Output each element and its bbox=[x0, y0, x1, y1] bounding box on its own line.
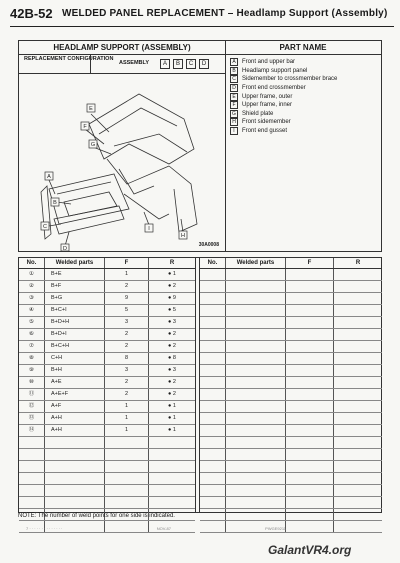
table-cell-no: ① bbox=[19, 269, 45, 280]
table-cell-empty bbox=[334, 281, 382, 292]
part-name: Front end crossmember bbox=[242, 85, 306, 92]
table-cell-empty bbox=[200, 305, 226, 316]
table-cell-f: 1 bbox=[105, 413, 149, 424]
table-cell-parts: A+F bbox=[45, 401, 105, 412]
table-row bbox=[19, 341, 195, 353]
callout-a: A bbox=[47, 174, 51, 180]
table-cell-no: ⑭ bbox=[19, 425, 45, 436]
table-cell-empty bbox=[200, 401, 226, 412]
table-cell-f: 2 bbox=[105, 281, 149, 292]
footer-left: 7 · · · · · · · · · · · · · · bbox=[26, 526, 63, 531]
table-cell-f bbox=[105, 449, 149, 460]
table-row bbox=[19, 365, 195, 377]
table-row bbox=[19, 353, 195, 365]
part-letter: D bbox=[230, 84, 238, 92]
weld-points-table bbox=[18, 257, 382, 513]
table-row-empty bbox=[200, 413, 382, 425]
table-cell-parts bbox=[45, 449, 105, 460]
table-row bbox=[19, 425, 195, 437]
table-cell-empty bbox=[200, 425, 226, 436]
col-r: R bbox=[355, 260, 361, 266]
table-cell-empty bbox=[286, 329, 334, 340]
table-cell-f bbox=[105, 497, 149, 508]
table-cell-f: 1 bbox=[105, 425, 149, 436]
table-cell-no: ③ bbox=[19, 293, 45, 304]
table-row-empty bbox=[200, 449, 382, 461]
part-name: Shield plate bbox=[242, 110, 274, 117]
page-header bbox=[10, 4, 394, 38]
footer-right: PWGE9211 bbox=[265, 526, 286, 531]
footer-mid: NOV-87 bbox=[156, 526, 171, 531]
table-cell-r: ● 1 bbox=[168, 271, 176, 277]
part-item bbox=[230, 127, 381, 136]
callout-d: D bbox=[63, 246, 67, 251]
table-cell-empty bbox=[286, 449, 334, 460]
table-cell-empty bbox=[286, 485, 334, 496]
table-row-empty bbox=[200, 401, 382, 413]
configuration-row bbox=[19, 55, 225, 73]
table-cell-f: 2 bbox=[105, 377, 149, 388]
table-cell-empty bbox=[226, 317, 286, 328]
table-row bbox=[19, 317, 195, 329]
table-row-empty bbox=[200, 485, 382, 497]
table-cell-empty bbox=[226, 281, 286, 292]
table-cell-empty bbox=[226, 365, 286, 376]
diagram-section bbox=[18, 40, 382, 252]
table-cell-parts bbox=[45, 461, 105, 472]
table-cell-parts: B+G bbox=[45, 293, 105, 304]
table-cell-empty bbox=[334, 509, 382, 520]
table-cell-empty bbox=[200, 473, 226, 484]
table-cell-no bbox=[19, 437, 45, 448]
part-letter: E bbox=[230, 93, 238, 101]
table-cell-f: 1 bbox=[105, 401, 149, 412]
table-cell-empty bbox=[200, 269, 226, 280]
table-cell-empty bbox=[226, 305, 286, 316]
header-rule bbox=[10, 26, 394, 27]
table-cell-empty bbox=[286, 497, 334, 508]
table-cell-empty bbox=[200, 281, 226, 292]
assembly-label: ASSEMBLY bbox=[119, 60, 150, 66]
table-row bbox=[19, 305, 195, 317]
table-cell-no bbox=[19, 485, 45, 496]
table-cell-no: ④ bbox=[19, 305, 45, 316]
table-row-empty bbox=[200, 329, 382, 341]
table-cell-no: ⑧ bbox=[19, 353, 45, 364]
diagram-heading: HEADLAMP SUPPORT (ASSEMBLY) bbox=[19, 41, 225, 55]
headlamp-support-illustration bbox=[19, 74, 225, 251]
part-name: Front sidemember bbox=[242, 119, 291, 126]
table-cell-r: ● 1 bbox=[168, 415, 176, 421]
table-cell-empty bbox=[200, 365, 226, 376]
table-cell-empty bbox=[286, 305, 334, 316]
table-cell-empty bbox=[334, 293, 382, 304]
table-cell-r bbox=[149, 497, 195, 508]
table-row-empty bbox=[200, 269, 382, 281]
table-cell-no: ⑬ bbox=[19, 413, 45, 424]
table-cell-f: 3 bbox=[105, 317, 149, 328]
table-row bbox=[19, 401, 195, 413]
table-cell-f: 5 bbox=[105, 305, 149, 316]
table-row bbox=[19, 377, 195, 389]
table-cell-empty bbox=[200, 461, 226, 472]
assembly-letters bbox=[160, 59, 209, 69]
table-cell-empty bbox=[286, 521, 334, 532]
part-name-panel bbox=[225, 41, 381, 251]
table-row bbox=[19, 461, 195, 473]
part-letter: A bbox=[230, 58, 238, 66]
table-cell-empty bbox=[286, 317, 334, 328]
table-cell-empty bbox=[286, 425, 334, 436]
page-title: WELDED PANEL REPLACEMENT – Headlamp Support (Assembly) bbox=[62, 8, 388, 19]
table-cell-empty bbox=[226, 473, 286, 484]
table-row bbox=[19, 269, 195, 281]
table-cell-parts: B+F bbox=[45, 281, 105, 292]
table-cell-no: ⑤ bbox=[19, 317, 45, 328]
table-cell-empty bbox=[334, 413, 382, 424]
table-row-empty bbox=[200, 293, 382, 305]
table-cell-f: 9 bbox=[105, 293, 149, 304]
table-cell-empty bbox=[226, 425, 286, 436]
table-cell-r bbox=[149, 449, 195, 460]
table-cell-empty bbox=[334, 461, 382, 472]
table-row-empty bbox=[200, 497, 382, 509]
table-header bbox=[200, 258, 382, 269]
table-cell-empty bbox=[226, 341, 286, 352]
table-cell-parts bbox=[45, 473, 105, 484]
table-cell-empty bbox=[334, 377, 382, 388]
part-name: Sidemember to crossmember brace bbox=[242, 76, 338, 83]
table-cell-parts: A+H bbox=[45, 425, 105, 436]
watermark: GalantVR4.org bbox=[268, 543, 352, 557]
assembly-letter: D bbox=[199, 59, 209, 69]
table-cell-no: ⑫ bbox=[19, 401, 45, 412]
table-cell-empty bbox=[334, 269, 382, 280]
table-cell-empty bbox=[286, 353, 334, 364]
table-row-empty bbox=[200, 341, 382, 353]
part-item bbox=[230, 67, 381, 76]
table-row bbox=[19, 485, 195, 497]
weld-table-left bbox=[19, 258, 196, 512]
col-welded-parts: Welded parts bbox=[45, 258, 105, 268]
part-item bbox=[230, 58, 381, 67]
table-cell-empty bbox=[200, 329, 226, 340]
table-cell-f: 3 bbox=[105, 365, 149, 376]
table-row-empty bbox=[200, 353, 382, 365]
part-name-list bbox=[225, 55, 381, 135]
col-no: No. bbox=[19, 258, 45, 268]
table-row-empty bbox=[200, 461, 382, 473]
table-cell-no bbox=[19, 449, 45, 460]
table-cell-no: ⑩ bbox=[19, 377, 45, 388]
table-cell-empty bbox=[334, 317, 382, 328]
table-cell-empty bbox=[286, 509, 334, 520]
table-cell-empty bbox=[226, 497, 286, 508]
table-cell-empty bbox=[286, 269, 334, 280]
callout-i: I bbox=[148, 226, 150, 232]
col-f: F bbox=[286, 258, 334, 268]
col-welded-parts: Welded parts bbox=[226, 258, 286, 268]
table-cell-empty bbox=[200, 341, 226, 352]
table-cell-no: ② bbox=[19, 281, 45, 292]
table-row-empty bbox=[200, 377, 382, 389]
table-cell-empty bbox=[334, 341, 382, 352]
table-cell-empty bbox=[226, 389, 286, 400]
part-item bbox=[230, 84, 381, 93]
table-cell-empty bbox=[334, 401, 382, 412]
diagram-code: 30A0008 bbox=[198, 242, 219, 248]
table-cell-parts: B+D+I bbox=[45, 329, 105, 340]
table-cell-parts: A+H bbox=[45, 413, 105, 424]
table-cell-empty bbox=[200, 437, 226, 448]
table-row bbox=[19, 329, 195, 341]
callout-e: E bbox=[89, 106, 93, 112]
table-cell-parts: A+E bbox=[45, 377, 105, 388]
table-cell-empty bbox=[200, 317, 226, 328]
table-cell-empty bbox=[286, 437, 334, 448]
table-cell-r: ● 2 bbox=[168, 283, 176, 289]
table-cell-empty bbox=[200, 377, 226, 388]
table-cell-r bbox=[149, 473, 195, 484]
table-cell-empty bbox=[286, 401, 334, 412]
table-row bbox=[19, 293, 195, 305]
table-cell-no bbox=[19, 497, 45, 508]
table-cell-parts bbox=[45, 497, 105, 508]
part-letter: H bbox=[230, 118, 238, 126]
table-cell-empty bbox=[200, 389, 226, 400]
part-letter: I bbox=[230, 127, 238, 135]
part-name: Upper frame, outer bbox=[242, 93, 293, 100]
table-cell-r bbox=[149, 437, 195, 448]
part-item bbox=[230, 101, 381, 110]
table-cell-empty bbox=[286, 281, 334, 292]
assembly-letter: B bbox=[173, 59, 183, 69]
col-r: R bbox=[169, 260, 175, 266]
table-cell-f: 1 bbox=[105, 269, 149, 280]
part-name-heading: PART NAME bbox=[225, 41, 381, 55]
part-letter: B bbox=[230, 67, 238, 75]
table-cell-f bbox=[105, 461, 149, 472]
table-row-empty bbox=[200, 473, 382, 485]
table-cell-r: ● 9 bbox=[168, 295, 176, 301]
table-cell-no bbox=[19, 461, 45, 472]
table-cell-f: 2 bbox=[105, 341, 149, 352]
table-cell-r: ● 1 bbox=[168, 427, 176, 433]
col-f: F bbox=[105, 258, 149, 268]
table-cell-empty bbox=[334, 305, 382, 316]
table-cell-empty bbox=[226, 449, 286, 460]
callout-g: G bbox=[90, 142, 96, 148]
table-row bbox=[19, 281, 195, 293]
table-cell-empty bbox=[334, 497, 382, 508]
part-item bbox=[230, 118, 381, 127]
table-cell-r: ● 5 bbox=[168, 307, 176, 313]
table-cell-empty bbox=[200, 509, 226, 520]
table-cell-empty bbox=[226, 437, 286, 448]
table-cell-empty bbox=[226, 413, 286, 424]
table-cell-empty bbox=[226, 401, 286, 412]
table-row bbox=[19, 389, 195, 401]
callout-f: F bbox=[83, 124, 87, 130]
table-cell-empty bbox=[200, 413, 226, 424]
table-row-empty bbox=[200, 317, 382, 329]
table-cell-empty bbox=[334, 329, 382, 340]
table-rows-empty bbox=[200, 269, 382, 533]
table-cell-empty bbox=[334, 437, 382, 448]
table-cell-parts: A+E+F bbox=[45, 389, 105, 400]
table-cell-empty bbox=[334, 485, 382, 496]
table-cell-r: ● 8 bbox=[168, 355, 176, 361]
table-cell-empty bbox=[334, 365, 382, 376]
table-row bbox=[19, 413, 195, 425]
table-cell-f: 2 bbox=[105, 329, 149, 340]
table-cell-empty bbox=[286, 293, 334, 304]
replacement-configuration-label: REPLACEMENT CONFIGURATION bbox=[24, 56, 114, 62]
table-cell-no bbox=[19, 473, 45, 484]
table-cell-parts: C+H bbox=[45, 353, 105, 364]
table-header bbox=[19, 258, 195, 269]
table-cell-empty bbox=[334, 389, 382, 400]
table-cell-parts: B+C+H bbox=[45, 341, 105, 352]
table-row-empty bbox=[200, 365, 382, 377]
part-letter: F bbox=[230, 101, 238, 109]
part-name: Front and upper bar bbox=[242, 59, 296, 66]
table-rows bbox=[19, 269, 195, 533]
table-cell-no: ⑥ bbox=[19, 329, 45, 340]
table-cell-parts bbox=[45, 485, 105, 496]
table-cell-empty bbox=[286, 389, 334, 400]
table-row-empty bbox=[200, 281, 382, 293]
table-cell-empty bbox=[226, 461, 286, 472]
table-cell-empty bbox=[200, 449, 226, 460]
table-cell-f bbox=[105, 473, 149, 484]
table-cell-empty bbox=[286, 365, 334, 376]
table-cell-empty bbox=[200, 293, 226, 304]
page-footer bbox=[26, 526, 286, 531]
table-row bbox=[19, 449, 195, 461]
table-cell-empty bbox=[286, 341, 334, 352]
table-cell-empty bbox=[286, 461, 334, 472]
table-cell-f: 2 bbox=[105, 389, 149, 400]
table-cell-parts: B+D+H bbox=[45, 317, 105, 328]
table-cell-r: ● 3 bbox=[168, 319, 176, 325]
page-number: 42B-52 bbox=[10, 6, 53, 21]
table-cell-empty bbox=[334, 521, 382, 532]
table-cell-r: ● 2 bbox=[168, 391, 176, 397]
table-cell-empty bbox=[286, 473, 334, 484]
table-cell-f bbox=[105, 485, 149, 496]
table-cell-empty bbox=[200, 353, 226, 364]
table-cell-r: ● 1 bbox=[168, 403, 176, 409]
table-cell-r: ● 2 bbox=[168, 331, 176, 337]
table-cell-no: ⑪ bbox=[19, 389, 45, 400]
table-row bbox=[19, 437, 195, 449]
callout-b: B bbox=[53, 200, 57, 206]
table-row-empty bbox=[200, 389, 382, 401]
table-cell-empty bbox=[334, 353, 382, 364]
table-cell-parts: B+C+I bbox=[45, 305, 105, 316]
table-cell-empty bbox=[334, 449, 382, 460]
table-row bbox=[19, 473, 195, 485]
table-row-empty bbox=[200, 425, 382, 437]
table-row-empty bbox=[200, 437, 382, 449]
table-cell-empty bbox=[200, 497, 226, 508]
table-cell-r bbox=[149, 485, 195, 496]
table-cell-parts: B+E bbox=[45, 269, 105, 280]
table-cell-empty bbox=[286, 413, 334, 424]
table-row-empty bbox=[200, 509, 382, 521]
table-row bbox=[19, 497, 195, 509]
table-cell-empty bbox=[334, 425, 382, 436]
callout-c: C bbox=[43, 224, 47, 230]
table-cell-r: ● 3 bbox=[168, 367, 176, 373]
part-item bbox=[230, 75, 381, 84]
callout-h: H bbox=[181, 233, 185, 239]
table-cell-empty bbox=[286, 377, 334, 388]
table-cell-parts: B+H bbox=[45, 365, 105, 376]
table-cell-no: ⑨ bbox=[19, 365, 45, 376]
part-name: Headlamp support panel bbox=[242, 67, 308, 74]
weld-table-right bbox=[199, 258, 382, 512]
table-cell-r: ● 2 bbox=[168, 379, 176, 385]
table-cell-no: ⑦ bbox=[19, 341, 45, 352]
assembly-letter: C bbox=[186, 59, 196, 69]
table-cell-empty bbox=[226, 293, 286, 304]
table-cell-f: 8 bbox=[105, 353, 149, 364]
table-cell-empty bbox=[226, 377, 286, 388]
part-item bbox=[230, 110, 381, 119]
config-divider bbox=[90, 55, 91, 73]
assembly-letter: A bbox=[160, 59, 170, 69]
diagram-panel bbox=[19, 41, 226, 251]
table-cell-empty bbox=[226, 353, 286, 364]
table-cell-r bbox=[149, 461, 195, 472]
part-name: Front end gusset bbox=[242, 128, 288, 135]
part-letter: C bbox=[230, 75, 238, 83]
part-name: Upper frame, inner bbox=[242, 102, 293, 109]
table-cell-empty bbox=[334, 473, 382, 484]
col-no: No. bbox=[200, 258, 226, 268]
table-cell-parts bbox=[45, 437, 105, 448]
table-cell-empty bbox=[226, 329, 286, 340]
table-cell-empty bbox=[226, 485, 286, 496]
table-note: NOTE: The number of weld points for one side is indicated. bbox=[18, 513, 175, 519]
table-cell-f bbox=[105, 437, 149, 448]
table-cell-empty bbox=[226, 269, 286, 280]
table-cell-empty bbox=[226, 509, 286, 520]
table-row-empty bbox=[200, 305, 382, 317]
table-cell-r: ● 2 bbox=[168, 343, 176, 349]
part-letter: G bbox=[230, 110, 238, 118]
part-item bbox=[230, 92, 381, 101]
table-cell-empty bbox=[200, 485, 226, 496]
